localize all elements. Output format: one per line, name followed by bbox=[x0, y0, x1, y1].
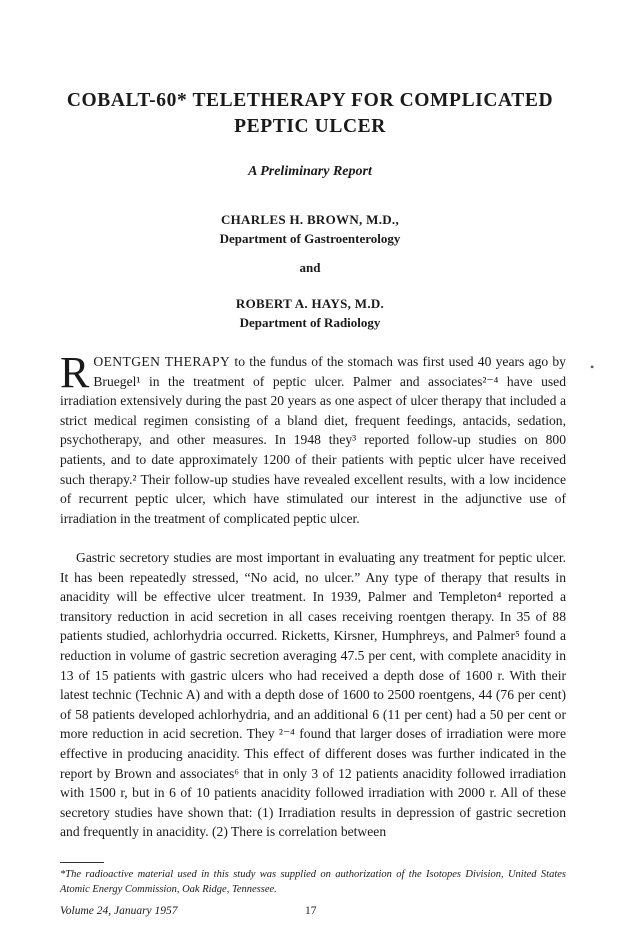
paragraph-1-text: to the fundus of the stomach was first used 40 years ago by Bruegel¹ in the treatment of peptic ulcer. Palmer and associates²⁻⁴ have used irradiation extensively during the past 20 years as one aspect of ulcer therapy that included a strict medical regimen consisting of a bland diet, frequent feedings, antacids, sedation, psychotherapy, and other measures. In 1948 they³ reported follow-up studies on 800 patients, and to date approximately 1200 of their patients with peptic ulcer have received such therapy.² Their follow-up studies have revealed excellent results, with a low incidence of recurrent peptic ulcer, which have stimulated our interest in the adjunctive use of irradiation in the treatment of complicated peptic ulcer. bbox=[60, 354, 566, 526]
author-department: Department of Gastroenterology bbox=[219, 231, 401, 246]
journal-volume: Volume 24, January 1957 bbox=[60, 905, 178, 917]
paragraph-2: Gastric secretory studies are most important in evaluating any treatment for peptic ulcer. It has been repeatedly stressed, “No acid, no ulcer.” Any type of therapy that results in anacidity will be effective ulcer treatment. In 1939, Palmer and Templeton⁴ reported a transitory reduction in acid secretion in all cases receiving roentgen therapy. In 35 of 88 patients studied, achlorhydria occurred. Ricketts, Kirsner, Humphreys, and Palmer⁵ found a reduction in volume of gastric secretion averaging 47.5 per cent, with complete anacidity in 13 of 15 patients with gastric ulcers who had received a depth dose of 1600 r. With their latest technic (Technic A) and with a depth dose of 1600 to 2500 roentgens, 44 (76 per cent) of 58 patients developed achlorhydria, and an additional 6 (11 per cent) had a 50 per cent or more reduction in acid secretion. They ²⁻⁴ found that larger doses of irradiation were more effective in producing anacidity. This effect of different doses was further indicated in the report by Brown and associates⁶ that in only 3 of 12 patients anacidity followed irradiation with 1500 r, but in 6 of 10 patients anacidity followed irradiation with 2000 r. All of these secretory studies have shown that: (1) Irradiation results in depression of gastric secretion and frequently in anacidity. (2) There is correlation between bbox=[60, 550, 566, 840]
paragraph-lead-caps: OENTGEN THERAPY bbox=[93, 354, 231, 369]
author-name: CHARLES H. BROWN, M.D., bbox=[220, 212, 400, 227]
author-conjunction: and bbox=[299, 260, 321, 275]
title-line-2: PEPTIC ULCER bbox=[234, 116, 386, 137]
author-block-2 bbox=[40, 294, 580, 332]
drop-cap: R bbox=[60, 348, 90, 397]
footnote-divider bbox=[60, 862, 104, 863]
page-number: 17 bbox=[305, 905, 317, 917]
author-name: ROBERT A. HAYS, M.D. bbox=[235, 296, 385, 311]
title-line-1: COBALT-60* TELETHERAPY FOR COMPLICATED bbox=[66, 90, 554, 111]
author-block-1 bbox=[40, 210, 580, 248]
margin-mark: • bbox=[590, 360, 595, 374]
paragraph-1 bbox=[60, 348, 566, 528]
footnote: *The radioactive material used in this study was supplied on authorization of the Isotopes Division, United States Atomic Energy Commission, Oak Ridge, Tennessee. bbox=[60, 869, 566, 895]
author-department: Department of Radiology bbox=[239, 315, 381, 330]
article-subtitle: A Preliminary Report bbox=[248, 164, 372, 179]
article-title bbox=[40, 88, 580, 140]
